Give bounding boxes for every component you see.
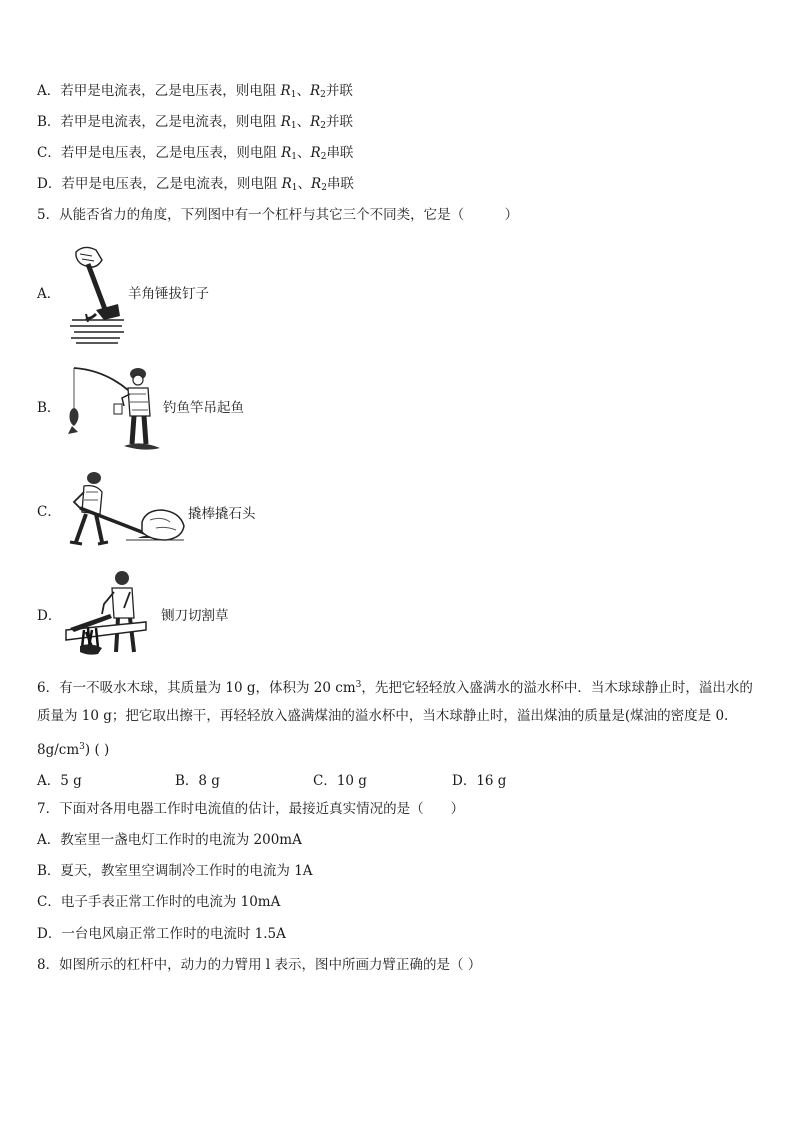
- q7-option-c: C．电子手表正常工作时的电流为 10mA: [37, 894, 281, 910]
- q6-line-1-text: 6．有一不吸水木球，其质量为 10 g，体积为 20 cm: [37, 680, 356, 696]
- q5-option-c-label: C．: [37, 504, 61, 520]
- r1-subscript: 1: [291, 183, 298, 193]
- q7-option-b: B．夏天，教室里空调制冷工作时的电流为 1A: [37, 863, 313, 879]
- q4-option-c: [37, 144, 353, 166]
- r2-symbol: R: [311, 176, 322, 192]
- q6-line-3: [37, 738, 109, 759]
- q7-option-d: D．一台电风扇正常工作时的电流时 1.5A: [37, 926, 286, 942]
- r2-subscript: 2: [320, 121, 327, 131]
- claw-hammer-figure: [66, 244, 126, 346]
- q4-option-a: [37, 82, 353, 104]
- r1-symbol: R: [280, 83, 291, 99]
- q4-option-b-text: B．若甲是电流表，乙是电流表，则电阻: [37, 114, 281, 130]
- separator: 、: [297, 176, 312, 192]
- q6-line-1-rest: ，先把它轻轻放入盛满水的溢水杯中．当木球球静止时，溢出水的: [361, 680, 753, 696]
- q4-option-a-text: A．若甲是电流表，乙是电压表，则电阻: [37, 83, 281, 99]
- q6-option-d: D．16 g: [452, 773, 507, 789]
- superscript: 3: [79, 742, 85, 752]
- q6-option-b: B．8 g: [175, 773, 220, 789]
- q7-option-a: A．教室里一盏电灯工作时的电流为 200mA: [37, 832, 302, 848]
- q6-option-c: C．10 g: [313, 773, 367, 789]
- q7-stem: 7．下面对各用电器工作时电流值的估计，最接近真实情况的是（ ）: [37, 801, 465, 817]
- q5-option-a-label: A．: [37, 286, 61, 302]
- q5-option-b-label: B．: [37, 400, 61, 416]
- r1-symbol: R: [281, 176, 292, 192]
- q4-option-d: [37, 175, 354, 197]
- q4-option-d-text: D．若甲是电压表，乙是电流表，则电阻: [37, 176, 282, 192]
- fishing-rod-figure: [64, 364, 164, 456]
- q5-option-d-label: D．: [37, 608, 62, 624]
- q5-stem: 5．从能否省力的角度，下列图中有一个杠杆与其它三个不同类，它是（ ）: [37, 207, 519, 223]
- q6-line-3-rest: ) ( ): [84, 742, 110, 758]
- q6-line-3-text: 8g/cm: [37, 742, 80, 758]
- r2-symbol: R: [309, 83, 321, 99]
- r1-subscript: 1: [291, 152, 298, 162]
- r1-symbol: R: [280, 114, 291, 130]
- q4-option-d-suffix: 串联: [326, 176, 354, 192]
- q5-option-a-caption: 羊角锤拔钉子: [128, 286, 209, 302]
- q5-option-c-caption: 撬棒撬石头: [188, 506, 256, 522]
- q8-stem: 8．如图所示的杠杆中，动力的力臂用 l 表示，图中所画力臂正确的是（ ）: [37, 957, 482, 973]
- r2-symbol: R: [310, 145, 321, 161]
- q6-option-a: A．5 g: [37, 773, 82, 789]
- q4-option-c-suffix: 串联: [326, 145, 354, 161]
- r2-symbol: R: [310, 114, 321, 130]
- separator: 、: [297, 145, 311, 161]
- q4-option-b-suffix: 并联: [326, 114, 354, 130]
- r1-symbol: R: [281, 145, 292, 161]
- r2-subscript: 2: [320, 90, 326, 100]
- q5-option-d-caption: 铡刀切割草: [161, 608, 229, 624]
- r2-subscript: 2: [320, 152, 327, 162]
- r2-subscript: 2: [321, 183, 327, 193]
- superscript: 3: [355, 680, 362, 690]
- guillotine-cutter-figure: [62, 568, 162, 662]
- q4-option-b: [37, 113, 353, 135]
- separator: 、: [296, 114, 311, 130]
- q5-option-b-caption: 钓鱼竿吊起鱼: [163, 400, 244, 416]
- q6-line-2: 质量为 10 g；把它取出擦干，再轻轻放入盛满煤油的溢水杯中，当木球静止时，溢出煤油的质量是(煤油的密度是 0.: [37, 708, 729, 724]
- separator: 、: [296, 83, 310, 99]
- q4-option-c-text: C．若甲是电压表，乙是电压表，则电阻: [37, 145, 282, 161]
- r1-subscript: 1: [290, 90, 297, 100]
- crowbar-figure: [66, 470, 188, 550]
- q6-line-1: [37, 676, 753, 697]
- q4-option-a-suffix: 并联: [325, 83, 353, 99]
- r1-subscript: 1: [290, 121, 297, 131]
